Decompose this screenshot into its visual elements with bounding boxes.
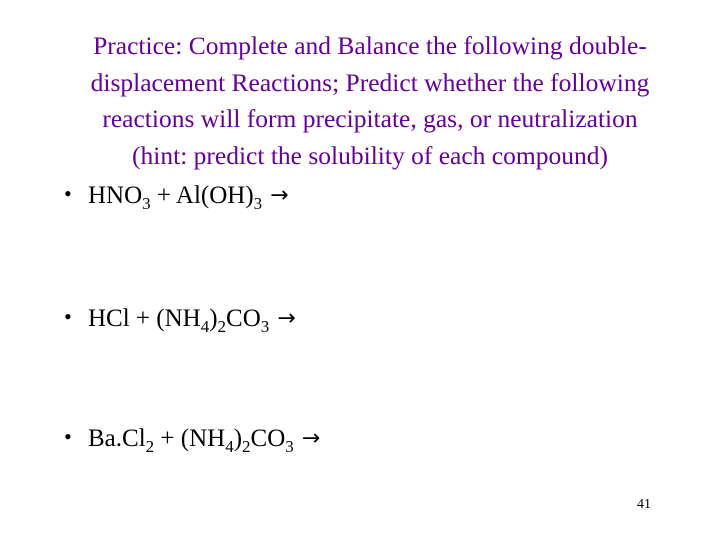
arrow-right-icon: → [270,183,289,208]
reaction-item-1 [64,181,289,213]
subscript: 2 [242,437,251,456]
title-line-3: reactions will form precipitate, gas, or neutralization [102,104,638,133]
title-line-4: (hint: predict the solubility of each compound) [132,140,608,170]
formula-text: Ba.Cl [88,425,146,452]
slide-title [40,28,700,174]
subscript: 4 [200,317,210,336]
bullet-icon: • [64,424,72,449]
formula-text: CO [226,305,261,332]
formula-text: ) [233,425,243,452]
subscript: 2 [145,437,155,456]
formula-text: HCl + (NH [88,305,201,332]
subscript: 3 [253,194,263,213]
subscript: 4 [225,437,234,456]
reaction-item-2 [64,304,296,336]
formula-text: ) [209,305,218,332]
formula-text: HNO [88,182,143,209]
arrow-right-icon: → [301,426,321,451]
title-line-2: displacement Reactions; Predict whether the following [90,67,650,97]
bullet-icon: • [64,181,72,206]
reaction-formula-3 [88,425,294,456]
page-number: 41 [637,497,651,512]
arrow-right-icon: → [277,306,296,331]
formula-text: CO [250,425,286,452]
formula-text: + Al(OH) [150,182,254,209]
reaction-item-3 [64,424,321,456]
subscript: 3 [142,194,151,213]
subscript: 2 [217,317,227,336]
reaction-formula-1 [88,182,263,213]
title-line-1: Practice: Complete and Balance the following double- [93,31,647,60]
reaction-formula-2 [88,305,270,336]
subscript: 3 [260,317,270,336]
formula-text: + (NH [154,425,226,452]
subscript: 3 [285,437,294,456]
bullet-icon: • [64,304,72,329]
